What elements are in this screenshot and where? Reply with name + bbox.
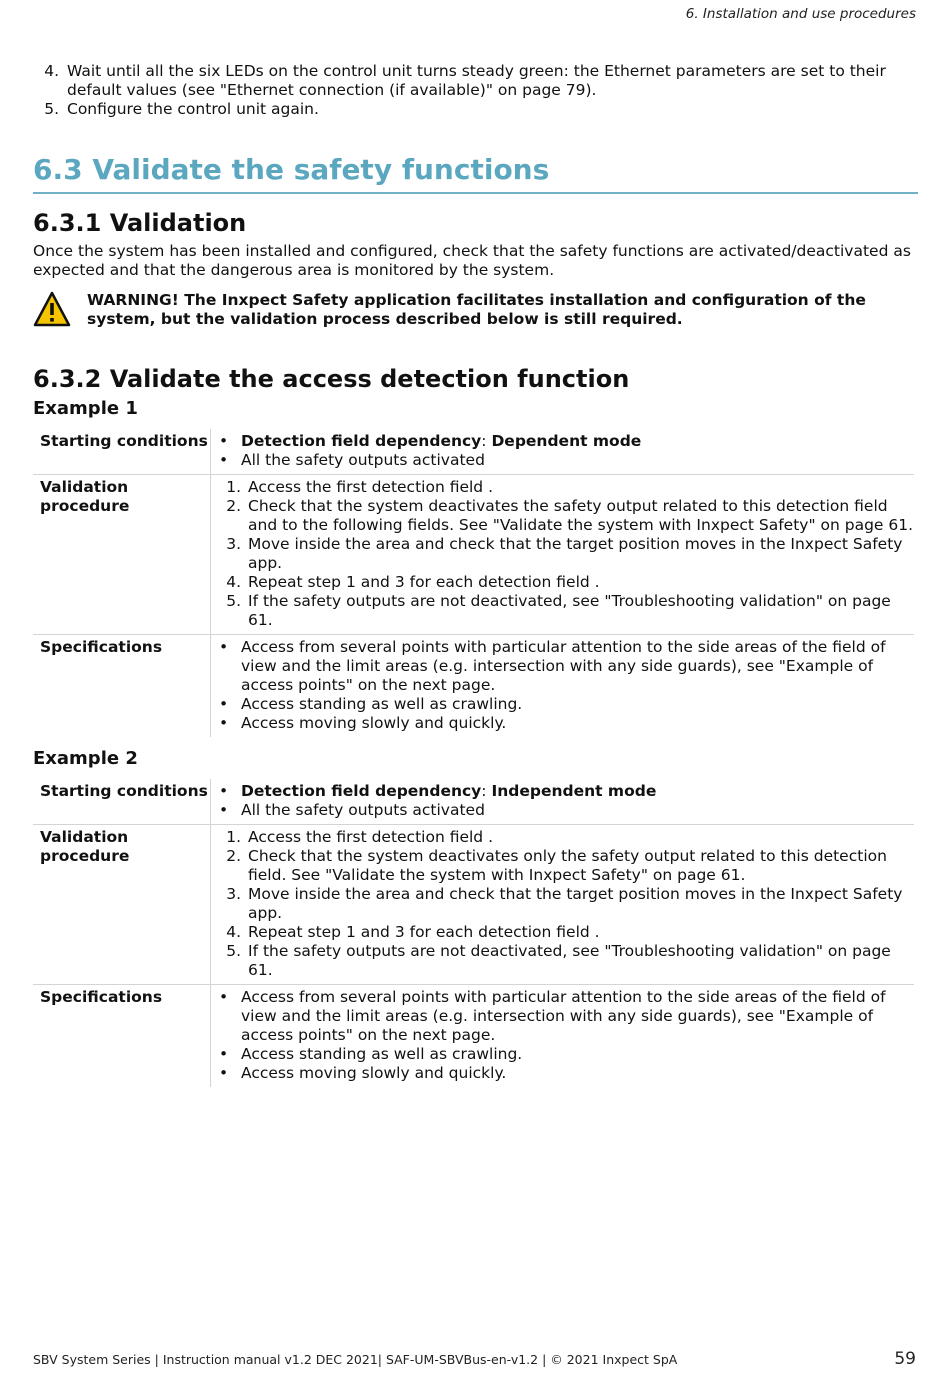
row-label: Specifications: [40, 988, 163, 1006]
table-row: [33, 779, 914, 825]
list-item: [217, 432, 914, 451]
row-label: Starting conditions: [33, 429, 211, 475]
bullet: •: [219, 1045, 229, 1063]
condition-text: All the safety outputs activated: [241, 451, 485, 469]
list-item: [217, 942, 914, 980]
list-item: [217, 988, 914, 1045]
step-number: 4.: [44, 62, 59, 80]
bullet: •: [219, 714, 229, 732]
page-number: 59: [894, 1349, 916, 1369]
condition-separator: :: [481, 782, 492, 800]
row-label: Validation procedure: [33, 475, 211, 635]
list-item: [217, 638, 914, 695]
list-item: [33, 62, 913, 100]
list-item: [33, 100, 913, 119]
list-item: [217, 695, 914, 714]
step-number: 5.: [226, 942, 241, 960]
row-value: [211, 985, 915, 1088]
warning-text: WARNING! The Inxpect Safety application facilitates installation and configuration of the system, but the validation process described below is still required.: [87, 291, 866, 328]
spec-text: Access from several points with particular attention to the side areas of the field of view and the limit areas (e.g. intersection with any side guards), see "Example of access points" on the next page.: [241, 638, 886, 694]
row-label: Specifications: [40, 638, 163, 656]
condition-key: Detection field dependency: [241, 782, 482, 800]
bullet: •: [219, 1064, 229, 1082]
step-number: 1.: [226, 828, 241, 846]
running-header: 6. Installation and use procedures: [685, 6, 916, 22]
subsection-heading-access-detection: 6.3.2 Validate the access detection function: [33, 365, 630, 393]
list-item: [217, 478, 914, 497]
list-item: [217, 885, 914, 923]
intro-step-list: [33, 62, 913, 119]
list-item: [217, 535, 914, 573]
list-item: [217, 573, 914, 592]
row-value: [211, 779, 915, 825]
table-row: [33, 429, 914, 475]
list-item: [217, 1045, 914, 1064]
list-item: [217, 828, 914, 847]
list-item: [217, 923, 914, 942]
list-item: [217, 801, 914, 820]
validation-paragraph: Once the system has been installed and configured, check that the safety functions are activated/deactivated as expected and that the dangerous area is monitored by the system.: [33, 242, 911, 279]
step-number: 3.: [226, 885, 241, 903]
list-item: [217, 451, 914, 470]
list-item: [217, 497, 914, 535]
step-text: Wait until all the six LEDs on the control unit turns steady green: the Ethernet parameters are set to their default values (see "Ethernet connection (if available)" on page 79).: [67, 62, 886, 99]
step-text: Check that the system deactivates only the safety output related to this detection field. See "Validate the system with Inxpect Safety" on page 61.: [248, 847, 887, 884]
example-1-heading: Example 1: [33, 398, 138, 419]
table-row: [33, 635, 914, 738]
row-label: Validation procedure: [33, 825, 211, 985]
row-value: [211, 429, 915, 475]
step-number: 1.: [226, 478, 241, 496]
spec-text: Access moving slowly and quickly.: [241, 714, 507, 732]
row-value: [211, 475, 915, 635]
step-text: Configure the control unit again.: [67, 100, 319, 118]
row-value: [211, 635, 915, 738]
step-number: 5.: [44, 100, 59, 118]
table-row: [33, 985, 914, 1088]
bullet: •: [219, 638, 229, 656]
warning-triangle-icon: [33, 291, 71, 327]
list-item: [217, 847, 914, 885]
example-2-table: [33, 779, 914, 1087]
step-text: Check that the system deactivates the safety output related to this detection field and to the following fields. See "Validate the system with Inxpect Safety" on page 61.: [248, 497, 914, 534]
bullet: •: [219, 451, 229, 469]
step-text: If the safety outputs are not deactivated, see "Troubleshooting validation" on page 61.: [248, 592, 891, 629]
spec-text: Access moving slowly and quickly.: [241, 1064, 507, 1082]
spec-text: Access standing as well as crawling.: [241, 1045, 523, 1063]
condition-text: All the safety outputs activated: [241, 801, 485, 819]
step-number: 2.: [226, 847, 241, 865]
row-label: Starting conditions: [33, 779, 211, 825]
step-number: 5.: [226, 592, 241, 610]
warning-box: [33, 291, 918, 329]
step-text: Access the first detection field .: [248, 828, 493, 846]
list-item: [217, 592, 914, 630]
step-number: 2.: [226, 497, 241, 515]
condition-value: Dependent mode: [491, 432, 642, 450]
condition-value: Independent mode: [491, 782, 657, 800]
step-number: 4.: [226, 923, 241, 941]
bullet: •: [219, 432, 229, 450]
bullet: •: [219, 988, 229, 1006]
section-heading: 6.3 Validate the safety functions: [33, 152, 918, 194]
page-footer: SBV System Series | Instruction manual v1.2 DEC 2021| SAF-UM-SBVBus-en-v1.2 | © 2021 Inxpect SpA: [33, 1352, 678, 1367]
step-text: Repeat step 1 and 3 for each detection field .: [248, 923, 600, 941]
bullet: •: [219, 695, 229, 713]
list-item: [217, 714, 914, 733]
bullet: •: [219, 801, 229, 819]
step-text: If the safety outputs are not deactivated, see "Troubleshooting validation" on page 61.: [248, 942, 891, 979]
step-text: Access the first detection field .: [248, 478, 493, 496]
spec-text: Access standing as well as crawling.: [241, 695, 523, 713]
step-number: 4.: [226, 573, 241, 591]
table-row: [33, 475, 914, 635]
step-number: 3.: [226, 535, 241, 553]
bullet: •: [219, 782, 229, 800]
list-item: [217, 782, 914, 801]
step-text: Repeat step 1 and 3 for each detection field .: [248, 573, 600, 591]
condition-key: Detection field dependency: [241, 432, 482, 450]
example-1-table: [33, 429, 914, 737]
example-2-heading: Example 2: [33, 748, 138, 769]
list-item: [217, 1064, 914, 1083]
step-text: Move inside the area and check that the target position moves in the Inxpect Safety app.: [248, 885, 903, 922]
table-row: [33, 825, 914, 985]
step-text: Move inside the area and check that the target position moves in the Inxpect Safety app.: [248, 535, 903, 572]
condition-separator: :: [481, 432, 492, 450]
subsection-heading-validation: 6.3.1 Validation: [33, 209, 247, 237]
row-value: [211, 825, 915, 985]
spec-text: Access from several points with particular attention to the side areas of the field of view and the limit areas (e.g. intersection with any side guards), see "Example of access points" on the next page.: [241, 988, 886, 1044]
